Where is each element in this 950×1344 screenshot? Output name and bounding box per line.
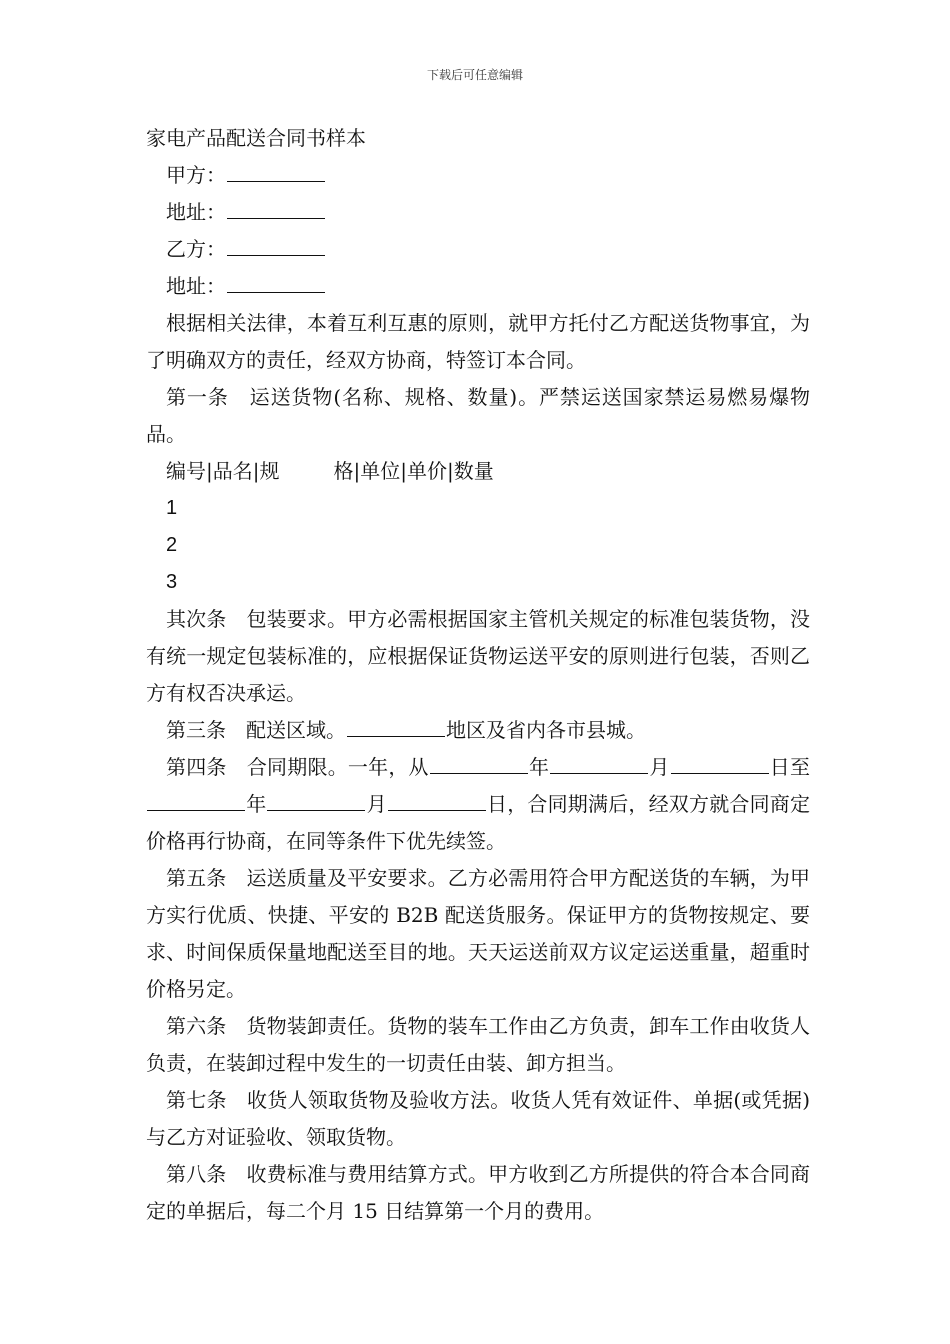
table-row: 3 <box>166 571 178 593</box>
address-b-blank[interactable] <box>227 291 325 293</box>
col-sep: | <box>206 459 213 483</box>
col-spec-b: 格 <box>333 459 354 483</box>
col-quantity: 数量 <box>453 459 494 483</box>
article-2-body: 包装要求。甲方必需根据国家主管机关规定的标准包装货物，没有统一规定包装标准的，应根据保证货物运送平安的原则进行包装，否则乙方有权否决承运。 <box>146 607 810 705</box>
party-b-label: 乙方： <box>166 237 226 261</box>
start-month-blank[interactable] <box>550 772 648 774</box>
article-6-title: 第六条 <box>166 1014 227 1038</box>
intro-paragraph: 根据相关法律，本着互利互惠的原则，就甲方托付乙方配送货物事宜，为了明确双方的责任，经双方协商，特签订本合同。 <box>146 311 810 372</box>
article-5-body: 运送质量及平安要求。乙方必需用符合甲方配送货的车辆，为甲方实行优质、快捷、平安的 B2B 配送货服务。保证甲方的货物按规定、要求、时间保质保量地配送至目的地。天天运送前双方议定运送重量，超重时价格另定。 <box>146 866 810 1001</box>
address-a-label: 地址： <box>166 200 226 224</box>
page-header-note: 下载后可任意编辑 <box>426 68 523 82</box>
end-month-blank[interactable] <box>267 809 365 811</box>
article-4-year2: 年 <box>246 792 267 816</box>
table-row: 2 <box>166 534 178 556</box>
col-sep: | <box>447 459 454 483</box>
table-row: 1 <box>166 497 178 519</box>
col-unit: 单位 <box>360 459 401 483</box>
article-3-post: 地区及省内各市县城。 <box>446 718 646 742</box>
goods-table-header <box>146 453 810 490</box>
article-4-month2: 月 <box>366 792 387 816</box>
article-8-title: 第八条 <box>166 1162 227 1186</box>
end-year-blank[interactable] <box>147 809 245 811</box>
article-3-pre: 配送区域。 <box>246 718 346 742</box>
article-4-post: 日，合同期满后，经双方就合同商定价格再行协商，在同等条件下优先续签。 <box>146 792 810 853</box>
document-title: 家电产品配送合同书样本 <box>146 126 366 150</box>
col-number: 编号 <box>166 459 206 483</box>
article-7-title: 第七条 <box>166 1088 227 1112</box>
party-a-label: 甲方： <box>166 163 226 187</box>
article-4-day-to: 日至 <box>769 755 810 779</box>
party-b-line <box>146 231 810 268</box>
region-blank[interactable] <box>347 735 445 737</box>
article-3 <box>146 712 810 749</box>
article-5 <box>146 860 810 1008</box>
article-4-title: 第四条 <box>166 755 227 779</box>
party-a-blank[interactable] <box>227 180 325 182</box>
article-7 <box>146 1082 810 1156</box>
col-spec-a: 规 <box>259 459 280 483</box>
end-day-blank[interactable] <box>388 809 486 811</box>
address-a-blank[interactable] <box>227 217 325 219</box>
col-sep: | <box>252 459 260 483</box>
start-day-blank[interactable] <box>671 772 769 774</box>
article-6 <box>146 1008 810 1082</box>
article-4 <box>146 749 810 860</box>
article-6-body: 货物装卸责任。货物的装车工作由乙方负责，卸车工作由收货人负责，在装卸过程中发生的一切责任由装、卸方担当。 <box>146 1014 810 1075</box>
article-3-title: 第三条 <box>166 718 226 742</box>
article-1-title: 第一条 <box>166 385 229 409</box>
col-sep: | <box>353 459 361 483</box>
article-7-body: 收货人领取货物及验收方法。收货人凭有效证件、单据(或凭据)与乙方对证验收、领取货物。 <box>146 1088 810 1149</box>
address-b-label: 地址： <box>166 274 226 298</box>
article-1-body: 运送货物(名称、规格、数量)。严禁运送国家禁运易燃易爆物品。 <box>146 385 810 446</box>
article-4-pre: 合同期限。一年，从 <box>246 755 429 779</box>
contract-document <box>146 120 810 1230</box>
article-8-body: 收费标准与费用结算方式。甲方收到乙方所提供的符合本合同商定的单据后，每二个月 15 日结算第一个月的费用。 <box>146 1162 810 1223</box>
article-1 <box>146 379 810 453</box>
article-2-title: 其次条 <box>166 607 227 631</box>
party-b-blank[interactable] <box>227 254 325 256</box>
address-a-line <box>146 194 810 231</box>
col-sep: | <box>400 459 407 483</box>
article-4-month: 月 <box>649 755 670 779</box>
col-price: 单价 <box>407 459 447 483</box>
article-8 <box>146 1156 810 1230</box>
article-4-year: 年 <box>528 755 550 779</box>
col-name: 品名 <box>212 459 253 483</box>
start-year-blank[interactable] <box>430 772 528 774</box>
article-2 <box>146 601 810 712</box>
party-a-line <box>146 157 810 194</box>
address-b-line <box>146 268 810 305</box>
article-5-title: 第五条 <box>166 866 227 890</box>
